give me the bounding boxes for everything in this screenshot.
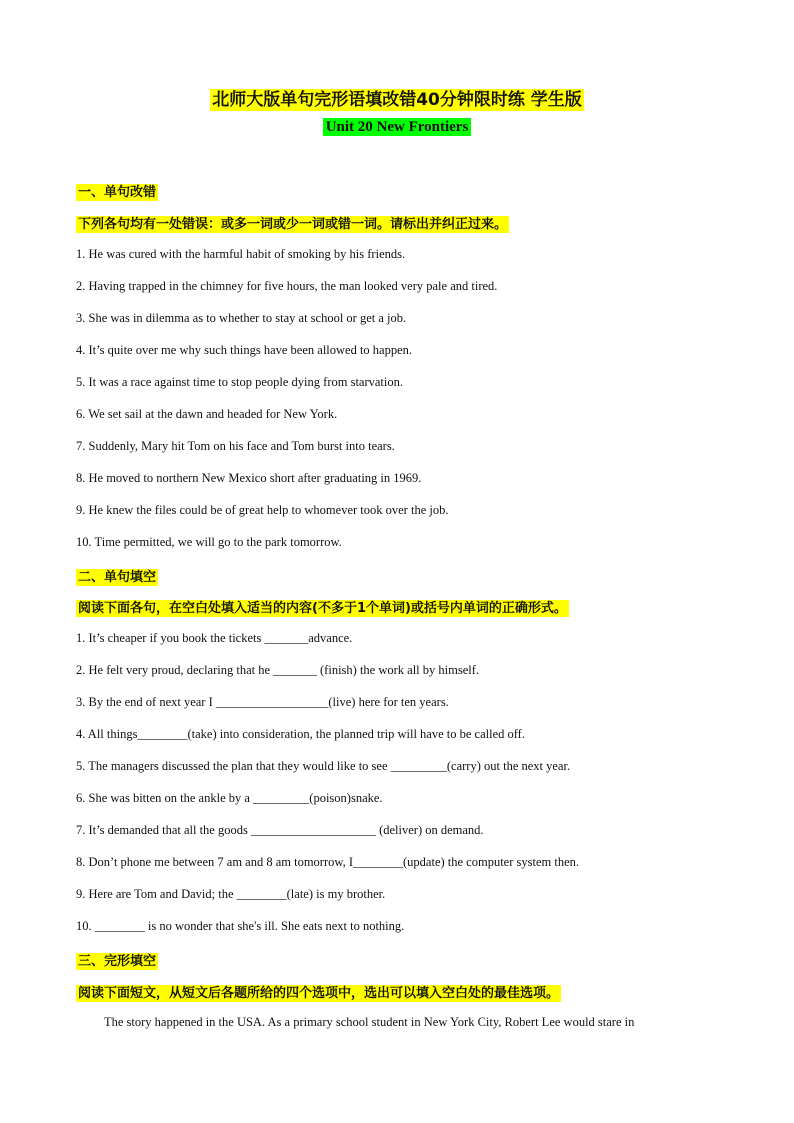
s1-item-2: 2. Having trapped in the chimney for five hours, the man looked very pale and tired.: [76, 279, 498, 293]
s1-item-3: 3. She was in dilemma as to whether to stay at school or get a job.: [76, 311, 407, 325]
section1-instruction: 下列各句均有一处错误：或多一词或少一词或错一词。请标出并纠正过来。: [78, 217, 508, 232]
s1-item-5: 5. It was a race against time to stop people dying from starvation.: [76, 375, 403, 389]
s2-item-6: 6. She was bitten on the ankle by a _________(poison)snake.: [76, 791, 383, 805]
section3-heading: 三、完形填空: [78, 954, 157, 969]
s2-item-4: 4. All things________(take) into consideration, the planned trip will have to be called off.: [76, 727, 525, 741]
unit-subtitle: Unit 20 New Frontiers: [0, 118, 794, 136]
s2-item-8: 8. Don’t phone me between 7 am and 8 am tomorrow, I________(update) the computer system then.: [76, 855, 580, 869]
document-title: 北师大版单句完形语填改错40分钟限时练 学生版: [212, 90, 582, 110]
s1-item-8: 8. He moved to northern New Mexico short after graduating in 1969.: [76, 471, 422, 485]
s1-item-9: 9. He knew the files could be of great help to whomever took over the job.: [76, 503, 449, 517]
cloze-paragraph: The story happened in the USA. As a primary school student in New York City, Robert Lee would stare in: [104, 1015, 635, 1029]
s1-item-1: 1. He was cured with the harmful habit of smoking by his friends.: [76, 247, 406, 261]
s2-item-1: 1. It’s cheaper if you book the tickets _______advance.: [76, 631, 353, 645]
section3-instruction: 阅读下面短文，从短文后各题所给的四个选项中，选出可以填入空白处的最佳选项。: [78, 986, 560, 1001]
s2-item-9: 9. Here are Tom and David; the ________(late) is my brother.: [76, 887, 386, 901]
section2-heading: 二、单句填空: [78, 570, 157, 585]
section1-heading: 一、单句改错: [78, 185, 157, 200]
s2-item-2: 2. He felt very proud, declaring that he _______ (finish) the work all by himself.: [76, 663, 480, 677]
section2-instruction: 阅读下面各句，在空白处填入适当的内容(不多于1个单词)或括号内单词的正确形式。: [78, 601, 567, 616]
s2-item-5: 5. The managers discussed the plan that they would like to see _________(carry) out the next year.: [76, 759, 571, 773]
s2-item-10: 10. ________ is no wonder that she's ill. She eats next to nothing.: [76, 919, 405, 933]
s1-item-7: 7. Suddenly, Mary hit Tom on his face and Tom burst into tears.: [76, 439, 395, 453]
s1-item-4: 4. It’s quite over me why such things have been allowed to happen.: [76, 343, 413, 357]
s2-item-3: 3. By the end of next year I __________________(live) here for ten years.: [76, 695, 449, 709]
s2-item-7: 7. It’s demanded that all the goods ____________________ (deliver) on demand.: [76, 823, 484, 837]
s1-item-10: 10. Time permitted, we will go to the park tomorrow.: [76, 535, 342, 549]
s1-item-6: 6. We set sail at the dawn and headed for New York.: [76, 407, 338, 421]
